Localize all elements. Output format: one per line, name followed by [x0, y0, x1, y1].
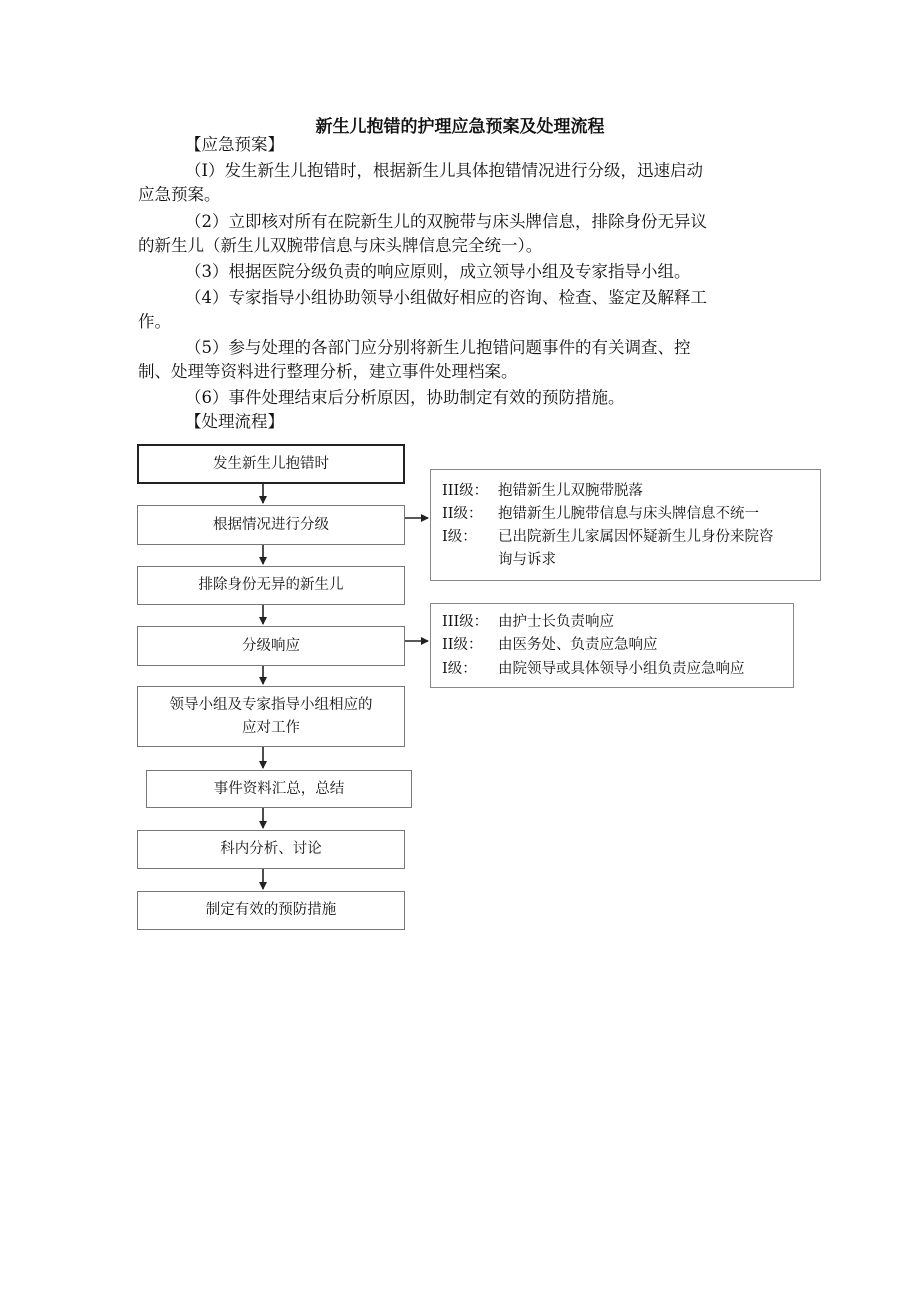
plan-line: （2）立即核对所有在院新生儿的双腕带与床头牌信息，排除身份无异议	[185, 212, 707, 231]
flow-step-grading	[137, 505, 405, 545]
response-level: III级：	[442, 614, 489, 630]
flow-step-label: 事件资料汇总，总结	[213, 780, 345, 797]
flow-step-analysis	[137, 830, 405, 869]
grading-level: II级：	[442, 506, 483, 522]
plan-line: （5）参与处理的各部门应分别将新生儿抱错问题事件的有关调查、控	[185, 338, 691, 357]
grading-text: 抱错新生儿双腕带脱落	[498, 483, 643, 499]
response-row	[442, 611, 614, 633]
grading-row	[442, 526, 774, 548]
flow-step-label: 分级响应	[242, 637, 300, 654]
flow-step-leadership	[137, 686, 405, 747]
grading-level: III级：	[442, 483, 489, 499]
flow-step-prevention	[137, 891, 405, 930]
response-text: 由护士长负责响应	[498, 614, 614, 630]
flow-heading: 【处理流程】	[185, 412, 284, 431]
flow-step-label: 领导小组及专家指导小组相应的	[169, 696, 373, 713]
plan-heading: 【应急预案】	[185, 135, 284, 154]
flow-step-label: 科内分析、讨论	[220, 841, 322, 857]
flow-step-label: 发生新生儿抱错时	[213, 455, 329, 472]
grading-text: 抱错新生儿腕带信息与床头牌信息不统一	[498, 506, 759, 522]
plan-line: （3）根据医院分级负责的响应原则，成立领导小组及专家指导小组。	[185, 262, 691, 281]
grading-text: 询与诉求	[498, 552, 556, 568]
flow-step-response	[137, 626, 405, 666]
response-text: 由医务处、负责应急响应	[498, 637, 658, 653]
grading-criteria-box	[430, 469, 821, 581]
plan-line: （I）发生新生儿抱错时，根据新生儿具体抱错情况进行分级，迅速启动	[185, 161, 704, 180]
flow-step-occurrence	[137, 444, 405, 484]
grading-text: 已出院新生儿家属因怀疑新生儿身份来院咨	[498, 529, 774, 545]
plan-line: （6）事件处理结束后分析原因，协助制定有效的预防措施。	[185, 388, 625, 407]
grading-row	[442, 480, 643, 502]
grading-row	[442, 549, 556, 571]
response-row	[442, 658, 745, 680]
page-title: 新生儿抱错的护理应急预案及处理流程	[315, 117, 605, 137]
plan-line: 的新生儿（新生儿双腕带信息与床头牌信息完全统一）。	[138, 236, 543, 255]
plan-line: 应急预案。	[138, 185, 221, 204]
flow-step-label: 排除身份无异的新生儿	[198, 577, 344, 593]
grading-level: I级：	[442, 529, 477, 545]
flow-step-exclude	[137, 566, 405, 605]
plan-line: 制、处理等资料进行整理分析，建立事件处理档案。	[138, 362, 518, 381]
flow-step-summary	[146, 770, 412, 808]
response-level: I级：	[442, 661, 477, 677]
grading-row	[442, 503, 759, 525]
response-row	[442, 634, 658, 656]
flow-step-label: 根据情况进行分级	[213, 516, 329, 533]
flow-step-label: 制定有效的预防措施	[205, 902, 337, 918]
flow-step-label: 应对工作	[242, 719, 300, 736]
plan-line: （4）专家指导小组协助领导小组做好相应的咨询、检查、鉴定及解释工	[185, 288, 707, 307]
response-text: 由院领导或具体领导小组负责应急响应	[498, 661, 745, 677]
plan-line: 作。	[138, 312, 171, 331]
response-level: II级：	[442, 637, 483, 653]
response-levels-box	[430, 603, 794, 688]
